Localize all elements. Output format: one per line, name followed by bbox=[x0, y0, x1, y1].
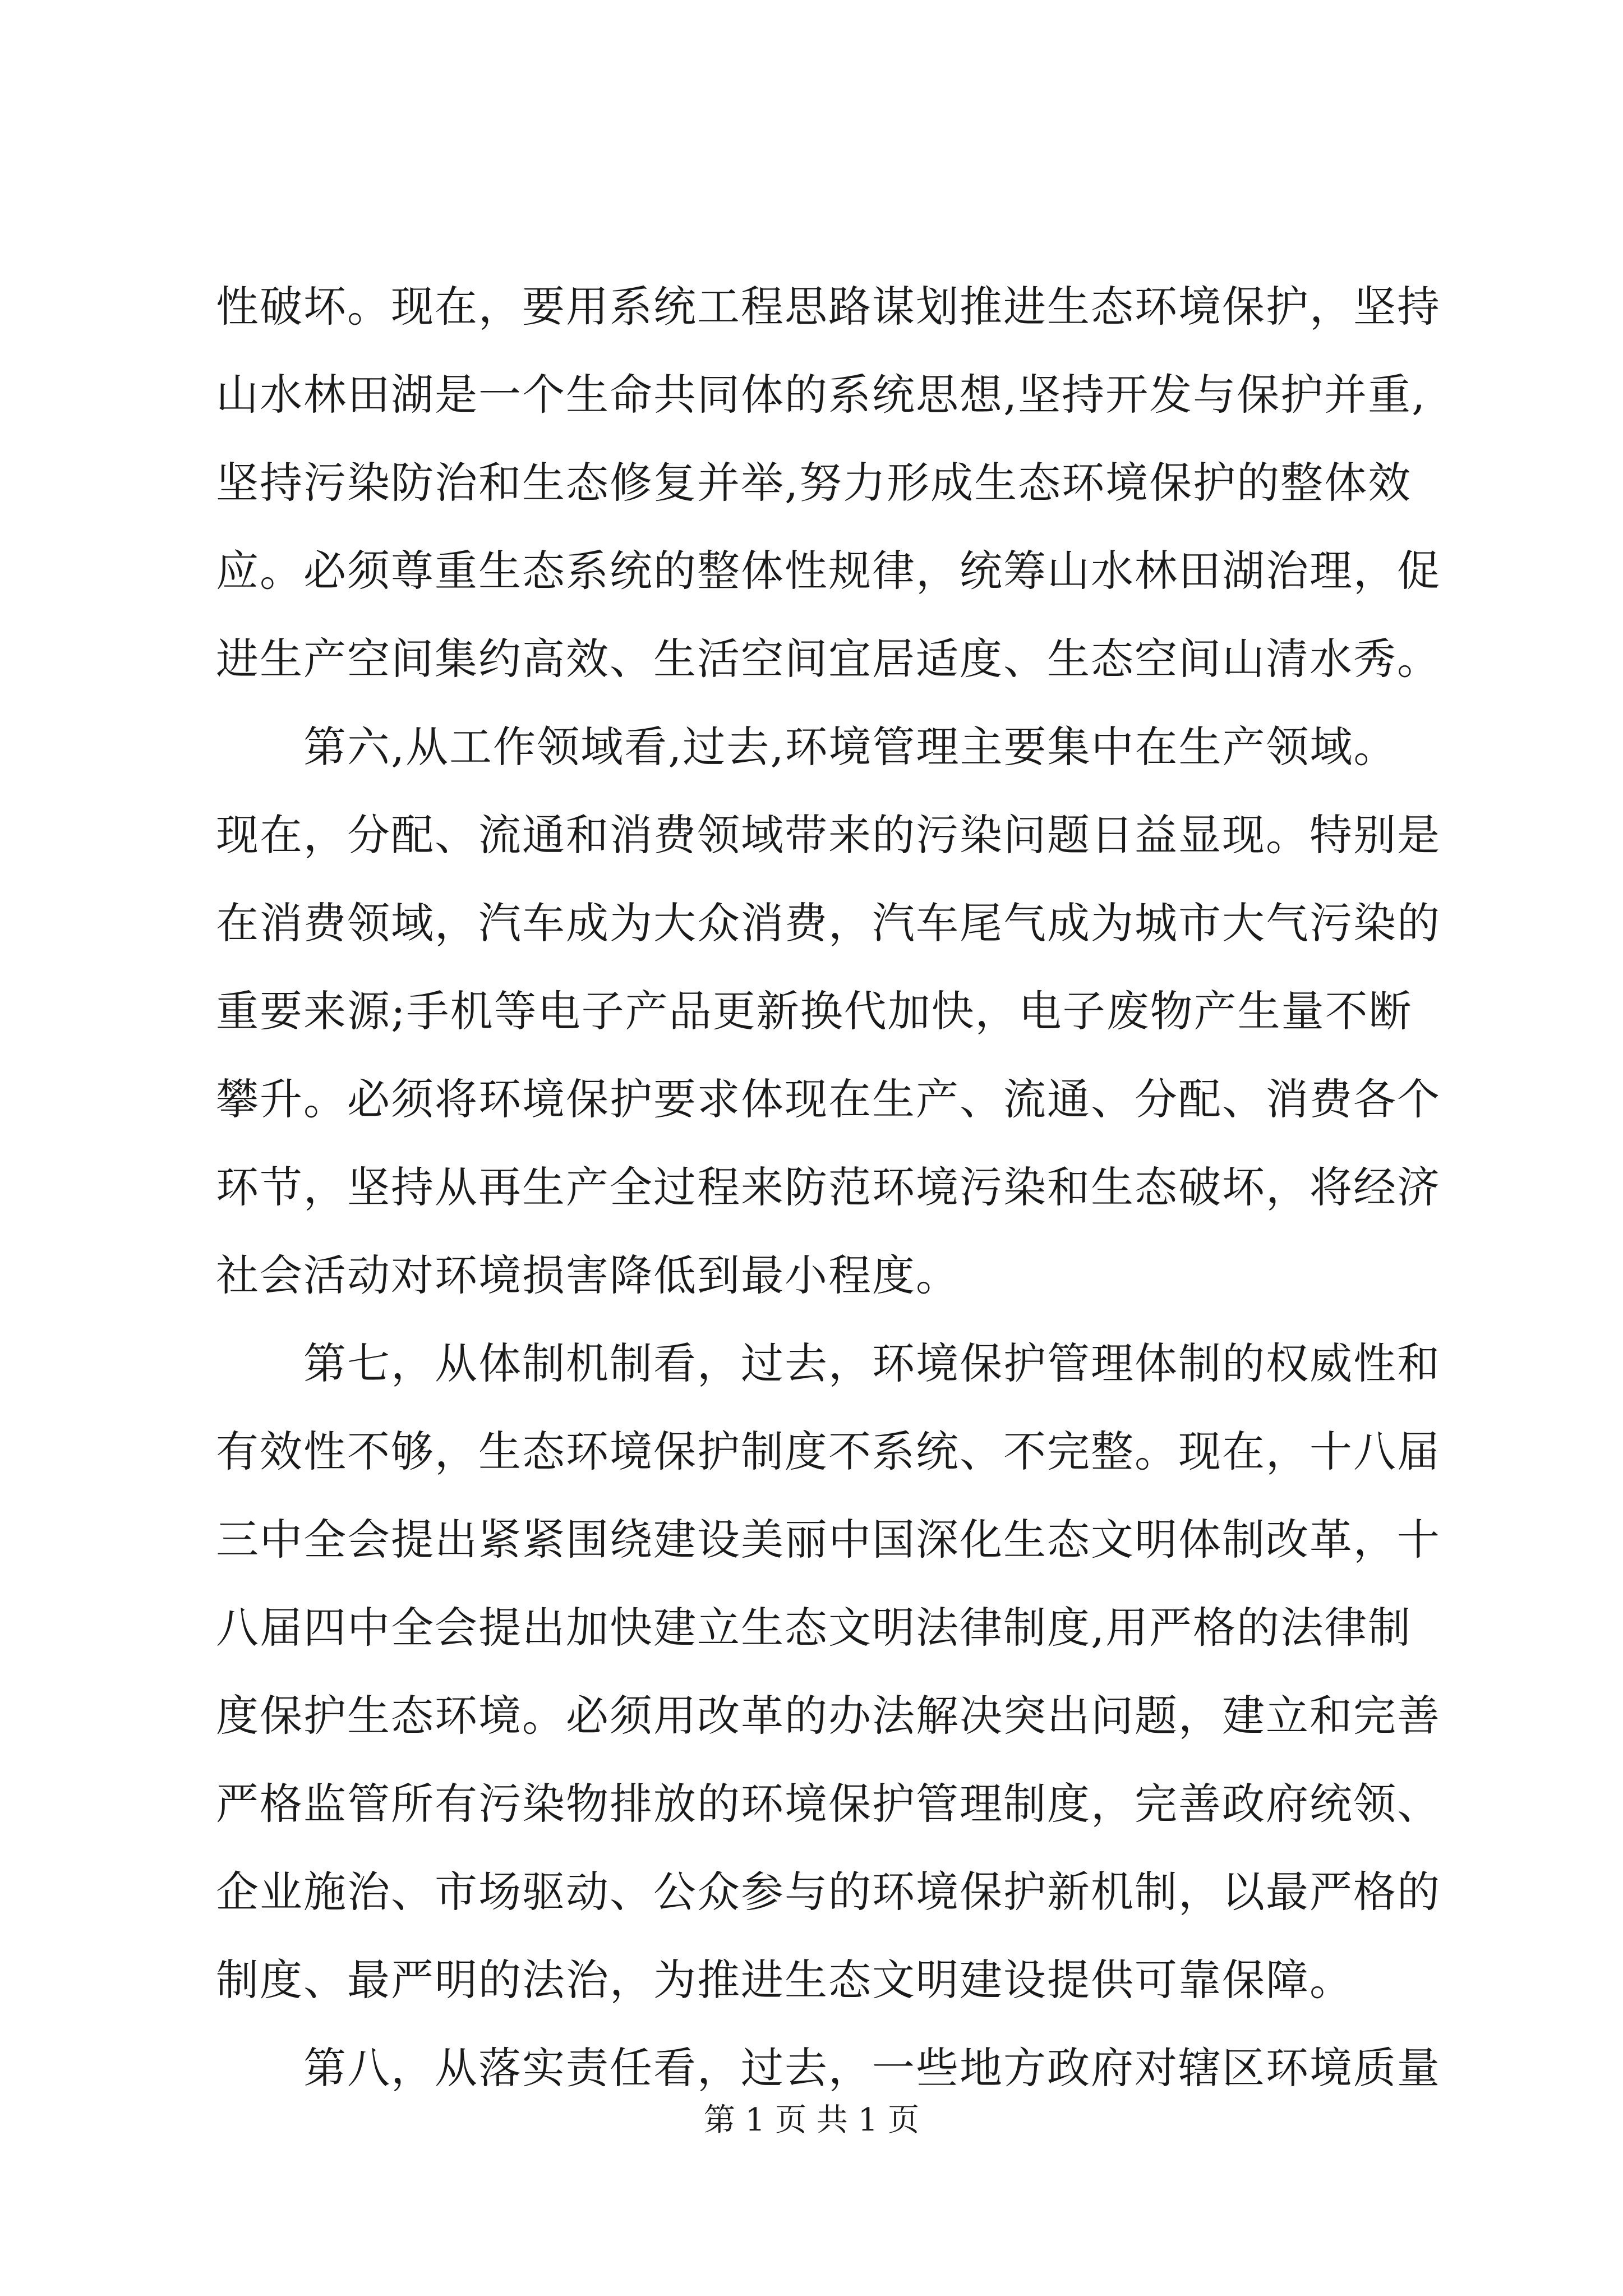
text-line: 三中全会提出紧紧围绕建设美丽中国深化生态文明体制改革，十 bbox=[216, 1515, 1441, 1565]
page-footer bbox=[0, 2098, 1623, 2143]
text-line: 企业施治、市场驱动、公众参与的环境保护新机制，以最严格的 bbox=[216, 1867, 1441, 1917]
page-number-label: 第 1 页 共 1 页 bbox=[703, 2102, 920, 2138]
text-line: 性破坏。现在，要用系统工程思路谋划推进生态环境保护，坚持 bbox=[216, 282, 1441, 332]
text-line: 在消费领域，汽车成为大众消费，汽车尾气成为城市大气污染的 bbox=[216, 898, 1441, 948]
text-line: 第七，从体制机制看，过去，环境保护管理体制的权威性和 bbox=[216, 1338, 1441, 1388]
text-line: 坚持污染防治和生态修复并举,努力形成生态环境保护的整体效 bbox=[216, 458, 1412, 508]
text-line: 环节，坚持从再生产全过程来防范环境污染和生态破坏，将经济 bbox=[216, 1162, 1441, 1212]
text-line: 现在，分配、流通和消费领域带来的污染问题日益显现。特别是 bbox=[216, 810, 1441, 860]
text-line: 重要来源;手机等电子产品更新换代加快，电子废物产生量不断 bbox=[216, 986, 1413, 1036]
text-line: 社会活动对环境损害降低到最小程度。 bbox=[216, 1250, 960, 1300]
text-line: 制度、最严明的法治，为推进生态文明建设提供可靠保障。 bbox=[216, 1955, 1353, 2005]
text-line: 有效性不够，生态环境保护制度不系统、不完整。现在，十八届 bbox=[216, 1427, 1441, 1476]
text-line: 严格监管所有污染物排放的环境保护管理制度，完善政府统领、 bbox=[216, 1779, 1441, 1829]
text-line: 八届四中全会提出加快建立生态文明法律制度,用严格的法律制 bbox=[216, 1603, 1412, 1653]
text-line: 第八，从落实责任看，过去，一些地方政府对辖区环境质量 bbox=[216, 2043, 1441, 2093]
text-line: 度保护生态环境。必须用改革的办法解决突出问题，建立和完善 bbox=[216, 1691, 1441, 1741]
document-body bbox=[216, 263, 1441, 2112]
text-line: 应。必须尊重生态系统的整体性规律，统筹山水林田湖治理，促 bbox=[216, 546, 1441, 596]
text-line: 攀升。必须将环境保护要求体现在生产、流通、分配、消费各个 bbox=[216, 1074, 1441, 1124]
text-line: 进生产空间集约高效、生活空间宜居适度、生态空间山清水秀。 bbox=[216, 634, 1441, 684]
text-line: 山水林田湖是一个生命共同体的系统思想,坚持开发与保护并重, bbox=[216, 370, 1427, 420]
text-line: 第六,从工作领域看,过去,环境管理主要集中在生产领域。 bbox=[216, 722, 1398, 772]
